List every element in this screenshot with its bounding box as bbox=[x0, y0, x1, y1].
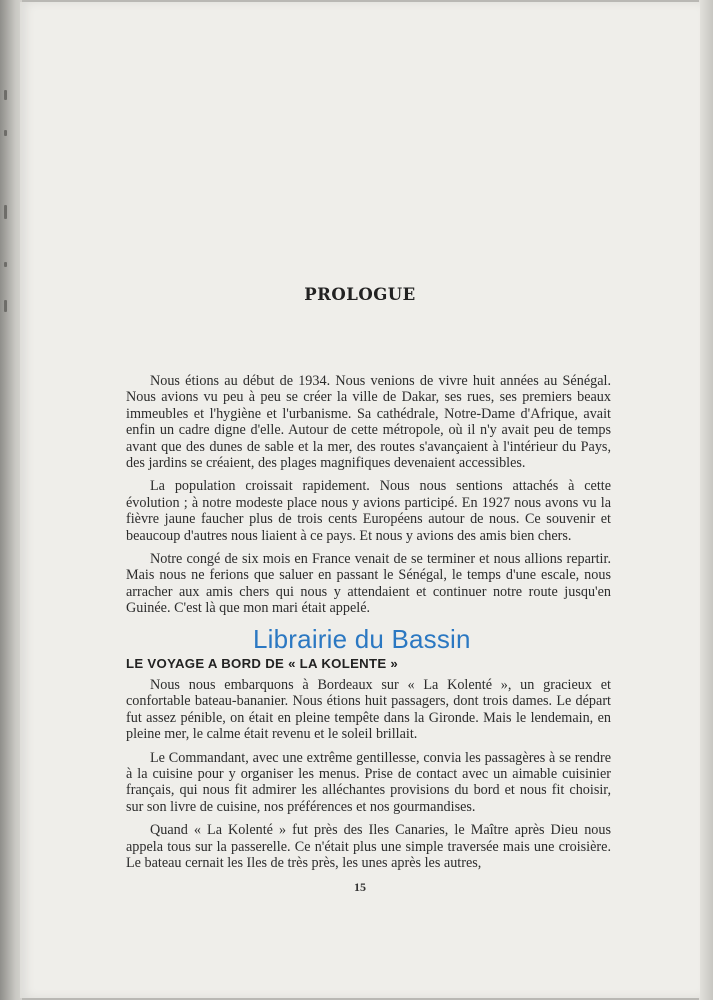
prologue-text bbox=[126, 373, 611, 624]
page-number: 15 bbox=[354, 880, 366, 894]
page-stack-edge bbox=[699, 0, 713, 1000]
spine-mark bbox=[4, 130, 7, 136]
paragraph: Le Commandant, avec une extrême gentillesse, convia les passagères à se rendre à la cuisine pour y organiser les menus. Prise de contact avec un aimable cuisinier français, qui nous fit admirer les alléchantes provisions du bord et nous fit choisir, sur son livre de cuisine, nos préférences et nos gourmandises. bbox=[126, 749, 611, 815]
page-title: PROLOGUE bbox=[304, 285, 416, 304]
section-text bbox=[126, 677, 611, 878]
book-spine-edge bbox=[0, 0, 22, 1000]
paragraph: Notre congé de six mois en France venait de se terminer et nous allions repartir. Mais nous ne ferions que saluer en passant le Sénégal, le temps d'une escale, nous arracher aux amis chers qui nous y attendaient et continuer notre route jusqu'en Guinée. C'est là que mon mari était appelé. bbox=[126, 551, 611, 617]
spine-mark bbox=[4, 205, 7, 219]
spine-mark bbox=[4, 90, 7, 100]
section-heading: LE VOYAGE A BORD DE « LA KOLENTE » bbox=[126, 656, 399, 671]
paragraph: La population croissait rapidement. Nous nous sentions attachés à cette évolution ; à notre modeste place nous y avions participé. En 1927 nous avons vu la fièvre jaune faucher plus de trois cents Européens autour de nous. Ce souvenir et beaucoup d'autres nous liaient à ce pays. Et nous y avions des amis bien chers. bbox=[126, 478, 611, 544]
book-page bbox=[20, 2, 700, 998]
spine-mark bbox=[4, 300, 7, 312]
paragraph: Nous étions au début de 1934. Nous venions de vivre huit années au Sénégal. Nous avions vu peu à peu se créer la ville de Dakar, ses rues, ses premiers beaux immeubles et l'hygiène et l'urbanisme. Sa cathédrale, Notre-Dame d'Afrique, avait enfin un cadre digne d'elle. Autour de cette métropole, où il n'y avait peu de temps avant que des dunes de sable et la mer, des routes s'avançaient à l'intérieur du Pays, des jardins se créaient, des plages magnifiques devenaient accessibles. bbox=[126, 373, 611, 472]
paragraph: Quand « La Kolenté » fut près des Iles Canaries, le Maître après Dieu nous appela tous sur la passerelle. Ce n'était plus une simple traversée mais une croisière. Le bateau cernait les Iles de très près, les unes après les autres, bbox=[126, 822, 611, 872]
spine-mark bbox=[4, 262, 7, 267]
paragraph: Nous nous embarquons à Bordeaux sur « La Kolenté », un gracieux et confortable bateau-bananier. Nous étions huit passagers, dont trois dames. Le départ fut assez pénible, on était en pleine tempête dans la Gironde. Mais le lendemain, en pleine mer, le calme était revenu et le soleil brillait. bbox=[126, 677, 611, 743]
bookseller-watermark: Librairie du Bassin bbox=[253, 624, 471, 654]
